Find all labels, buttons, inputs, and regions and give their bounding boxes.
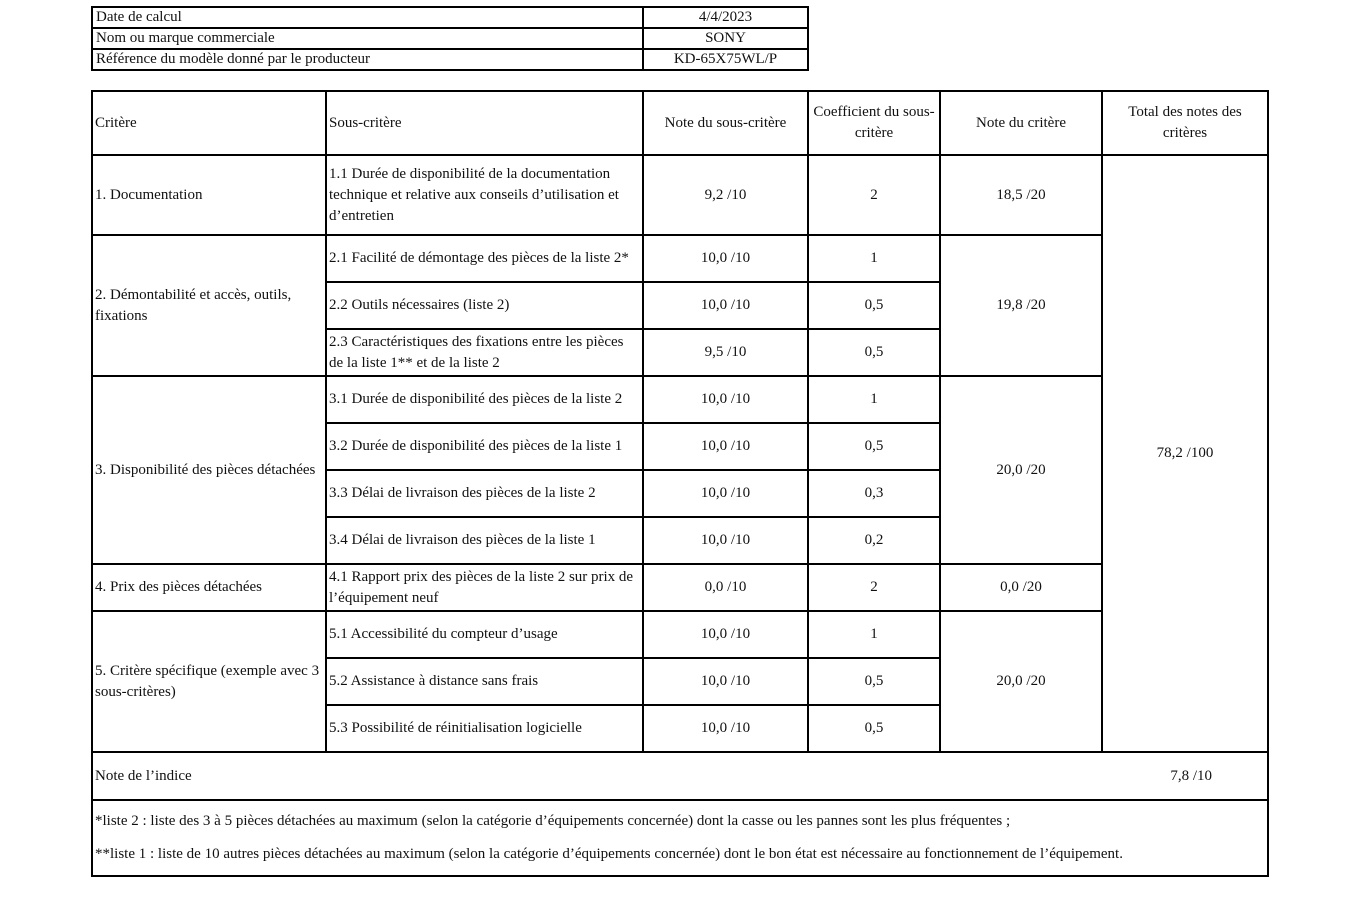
- header-critere: Critère: [92, 91, 326, 155]
- sous-critere-label: 2.3 Caractéristiques des fixations entre les pièces de la liste 1** et de la liste 2: [326, 329, 643, 376]
- header-note-sous-critere: Note du sous-critère: [643, 91, 808, 155]
- sous-critere-coefficient: 1: [808, 376, 940, 423]
- critere-score: 19,8 /20: [940, 235, 1102, 376]
- info-row: [92, 49, 808, 70]
- info-row: [92, 28, 808, 49]
- sous-critere-coefficient: 0,5: [808, 423, 940, 470]
- sous-critere-label: 1.1 Durée de disponibilité de la documentation technique et relative aux conseils d’utilisation et d’entretien: [326, 155, 643, 235]
- sous-critere-label: 5.3 Possibilité de réinitialisation logicielle: [326, 705, 643, 752]
- sous-critere-note: 10,0 /10: [643, 235, 808, 282]
- sous-critere-label: 5.1 Accessibilité du compteur d’usage: [326, 611, 643, 658]
- sous-critere-note: 10,0 /10: [643, 423, 808, 470]
- info-label: Référence du modèle donné par le producteur: [92, 49, 643, 70]
- sous-critere-note: 10,0 /10: [643, 517, 808, 564]
- critere-score: 20,0 /20: [940, 611, 1102, 752]
- info-label: Nom ou marque commerciale: [92, 28, 643, 49]
- info-table: [91, 6, 809, 71]
- indice-value: 7,8 /10: [1170, 767, 1212, 784]
- sous-critere-coefficient: 2: [808, 155, 940, 235]
- sous-critere-note: 10,0 /10: [643, 376, 808, 423]
- sous-critere-label: 3.2 Durée de disponibilité des pièces de la liste 1: [326, 423, 643, 470]
- header-sous-critere: Sous-critère: [326, 91, 643, 155]
- sous-critere-coefficient: 1: [808, 235, 940, 282]
- sous-critere-label: 4.1 Rapport prix des pièces de la liste 2 sur prix de l’équipement neuf: [326, 564, 643, 611]
- sous-critere-note: 10,0 /10: [643, 705, 808, 752]
- critere-name: 3. Disponibilité des pièces détachées: [92, 376, 326, 564]
- table-row: [92, 235, 1268, 282]
- sous-critere-coefficient: 1: [808, 611, 940, 658]
- header-total: Total des notes des critères: [1102, 91, 1268, 155]
- indice-label: Note de l’indice: [95, 767, 192, 784]
- critere-name: 2. Démontabilité et accès, outils, fixations: [92, 235, 326, 376]
- table-row: [92, 155, 1268, 235]
- sous-critere-coefficient: 0,2: [808, 517, 940, 564]
- info-value: SONY: [643, 28, 808, 49]
- critere-name: 4. Prix des pièces détachées: [92, 564, 326, 611]
- header-coefficient: Coefficient du sous- critère: [808, 91, 940, 155]
- table-row: [92, 564, 1268, 611]
- sous-critere-coefficient: 0,5: [808, 282, 940, 329]
- footnotes: [92, 800, 1268, 876]
- sous-critere-coefficient: 0,3: [808, 470, 940, 517]
- info-row: [92, 7, 808, 28]
- sous-critere-label: 2.2 Outils nécessaires (liste 2): [326, 282, 643, 329]
- sous-critere-coefficient: 2: [808, 564, 940, 611]
- critere-score: 18,5 /20: [940, 155, 1102, 235]
- table-row: [92, 611, 1268, 658]
- sous-critere-label: 3.3 Délai de livraison des pièces de la liste 2: [326, 470, 643, 517]
- sous-critere-coefficient: 0,5: [808, 705, 940, 752]
- sous-critere-note: 9,2 /10: [643, 155, 808, 235]
- sous-critere-note: 10,0 /10: [643, 611, 808, 658]
- critere-score: 0,0 /20: [940, 564, 1102, 611]
- critere-name: 5. Critère spécifique (exemple avec 3 sous-critères): [92, 611, 326, 752]
- sous-critere-note: 10,0 /10: [643, 282, 808, 329]
- critere-score: 20,0 /20: [940, 376, 1102, 564]
- sous-critere-note: 10,0 /10: [643, 470, 808, 517]
- footnote-liste-2: *liste 2 : liste des 3 à 5 pièces détachées au maximum (selon la catégorie d’équipements concernée) dont la casse ou les pannes sont les plus fréquentes ;: [95, 813, 1011, 829]
- info-label: Date de calcul: [92, 7, 643, 28]
- total-score: 78,2 /100: [1102, 155, 1268, 752]
- sous-critere-label: 3.4 Délai de livraison des pièces de la liste 1: [326, 517, 643, 564]
- info-value: KD-65X75WL/P: [643, 49, 808, 70]
- table-row: [92, 376, 1268, 423]
- indice-row: [92, 752, 1268, 800]
- critere-name: 1. Documentation: [92, 155, 326, 235]
- sous-critere-note: 0,0 /10: [643, 564, 808, 611]
- repairability-table: [91, 90, 1269, 877]
- info-value: 4/4/2023: [643, 7, 808, 28]
- sous-critere-note: 10,0 /10: [643, 658, 808, 705]
- sous-critere-coefficient: 0,5: [808, 658, 940, 705]
- sous-critere-note: 9,5 /10: [643, 329, 808, 376]
- sous-critere-label: 2.1 Facilité de démontage des pièces de la liste 2*: [326, 235, 643, 282]
- sous-critere-label: 3.1 Durée de disponibilité des pièces de la liste 2: [326, 376, 643, 423]
- sous-critere-coefficient: 0,5: [808, 329, 940, 376]
- header-note-critere: Note du critère: [940, 91, 1102, 155]
- sous-critere-label: 5.2 Assistance à distance sans frais: [326, 658, 643, 705]
- footnote-liste-1: **liste 1 : liste de 10 autres pièces détachées au maximum (selon la catégorie d’équipements concernée) dont le bon état est nécessaire au fonctionnement de l’équipement.: [95, 846, 1123, 862]
